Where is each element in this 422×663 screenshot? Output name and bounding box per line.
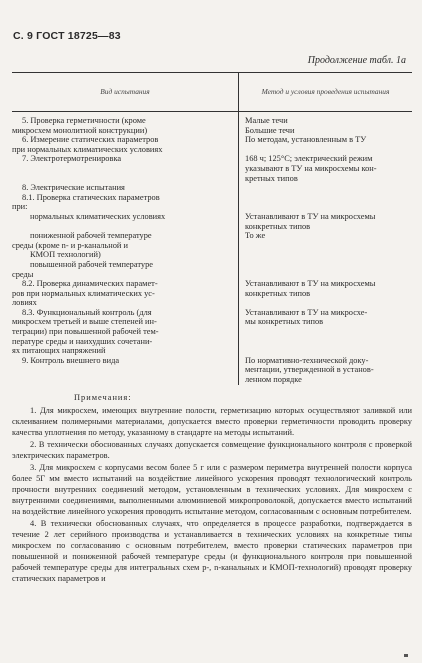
note-item: 1. Для микросхем, имеющих внутренние полости, герметизацию которых осуществляют заливкой или склеиванием полимерными материалами, допускается вместо проверки герметичности проводить проверку качества уплотнения по методу, указанному в стандарте на методы испытаний. (12, 406, 412, 437)
left-line: нормальных климатических условиях (30, 211, 166, 221)
right-line: конкретных типов (245, 221, 311, 231)
left-line: при нормальных климатических условиях (12, 144, 163, 154)
right-line (245, 183, 412, 193)
left-line: микросхем третьей и выше степеней ин- (12, 317, 157, 327)
left-line: 8.1. Проверка статических параметров (22, 192, 160, 202)
left-line: микросхем монолитной конструкции) (12, 125, 148, 135)
right-line (245, 270, 412, 280)
right-line (245, 250, 412, 260)
notes-section (12, 392, 412, 585)
left-line: 8.3. Функциональный контроль (для (22, 307, 152, 317)
left-line: пониженной рабочей температуре (30, 231, 152, 241)
method-column (239, 112, 413, 385)
notes-title: Примечания: (74, 393, 132, 402)
left-line: 5. Проверка герметичности (кроме (22, 116, 146, 125)
col-header-method: Метод и условия проведения испытания (239, 73, 413, 112)
left-line: 7. Электротермотренировка (22, 154, 122, 164)
left-line: пературе среды и наихудших сочетани- (12, 336, 153, 346)
right-line (245, 241, 412, 251)
right-line (245, 260, 412, 270)
left-line: КМОП технологий) (30, 250, 101, 260)
left-line: повышенной рабочей температуре (30, 259, 153, 269)
left-line (12, 174, 232, 184)
right-line: Устанавливают в ТУ на микросхе- (245, 307, 368, 317)
note-item: 4. В технически обоснованных случаях, что определяется в процессе разработки, подтверждается в течение 2 лет серийного производства и устанавливается в технических условиях на конкретные типы микросхем по согласованию с основным потребителем, вместо проверки статических параметров при повышенной и пониженной рабочей температуре среды (и функционального контроля при повышенной рабочей температуре среды для интегральных схем p-, n-канальных и КМОП-технологий) проводят проверку статических параметров и (12, 519, 412, 583)
right-line (245, 145, 412, 155)
right-line: 168 ч; 125°С; электрический режим (245, 154, 373, 164)
left-line (12, 164, 232, 174)
left-line: 8. Электрические испытания (22, 183, 125, 193)
note-item: 3. Для микросхем с корпусами весом более 5 г или с размером периметра внутренней полости корпуса более 5Г мм вместо испытаний на воздействие линейного ускорения проводят технологический контроль прочности внутренних соединений методом, установленным в технических условиях. Для микросхем с внутренними соединениями, выполненными алюминиевой микропроволокой, допускается вместо испытаний на воздействие линейного ускорения проводить испытание методом, согласованным с основным потребителем. (12, 463, 412, 516)
left-line: среды (12, 269, 34, 279)
right-line: конкретных типов (245, 288, 311, 298)
right-line (245, 193, 412, 203)
left-line (12, 222, 232, 232)
right-line: Малые течи (245, 116, 288, 125)
right-line: ленном порядке (245, 375, 302, 385)
right-line: То же (245, 231, 266, 241)
left-line: ях питающих напряжений (12, 346, 106, 356)
right-line: Устанавливают в ТУ на микросхемы (245, 211, 376, 221)
left-line: среды (кроме n- и p-канальной и (12, 240, 128, 250)
test-table (12, 72, 412, 385)
right-line (245, 298, 412, 308)
right-line: мы конкретных типов (245, 317, 324, 327)
right-line: Большие течи (245, 125, 295, 135)
note-item: 2. В технически обоснованных случаях допускается совмещение функционального контроля с проверкой электрических параметров. (12, 440, 412, 460)
right-line: ментации, утвержденной в установ- (245, 365, 374, 375)
test-type-column (12, 112, 239, 385)
left-line: ров при нормальных климатических ус- (12, 288, 155, 298)
right-line: По нормативно-технической доку- (245, 355, 369, 365)
right-line: Устанавливают в ТУ на микросхемы (245, 279, 376, 289)
right-line (245, 346, 412, 356)
scan-mark (404, 654, 408, 657)
left-line: 9. Контроль внешнего вида (22, 355, 120, 365)
right-line: указывают в ТУ на микросхемы кон- (245, 163, 377, 173)
col-header-test-type: Вид испытания (12, 73, 239, 112)
right-line (245, 337, 412, 347)
left-line: ловиях (12, 298, 37, 308)
left-line: при: (12, 202, 28, 212)
right-line (245, 327, 412, 337)
right-line: По методам, установленным в ТУ (245, 135, 367, 145)
page-header: С. 9 ГОСТ 18725—83 (13, 30, 121, 42)
left-line: 8.2. Проверка динамических парамет- (22, 279, 158, 289)
table-continuation-label: Продолжение табл. 1а (307, 55, 406, 66)
right-line (245, 202, 412, 212)
left-line: теграции) при повышенной рабочей тем- (12, 327, 159, 337)
right-line: кретных типов (245, 173, 298, 183)
left-line: 6. Измерение статических параметров (22, 135, 159, 145)
